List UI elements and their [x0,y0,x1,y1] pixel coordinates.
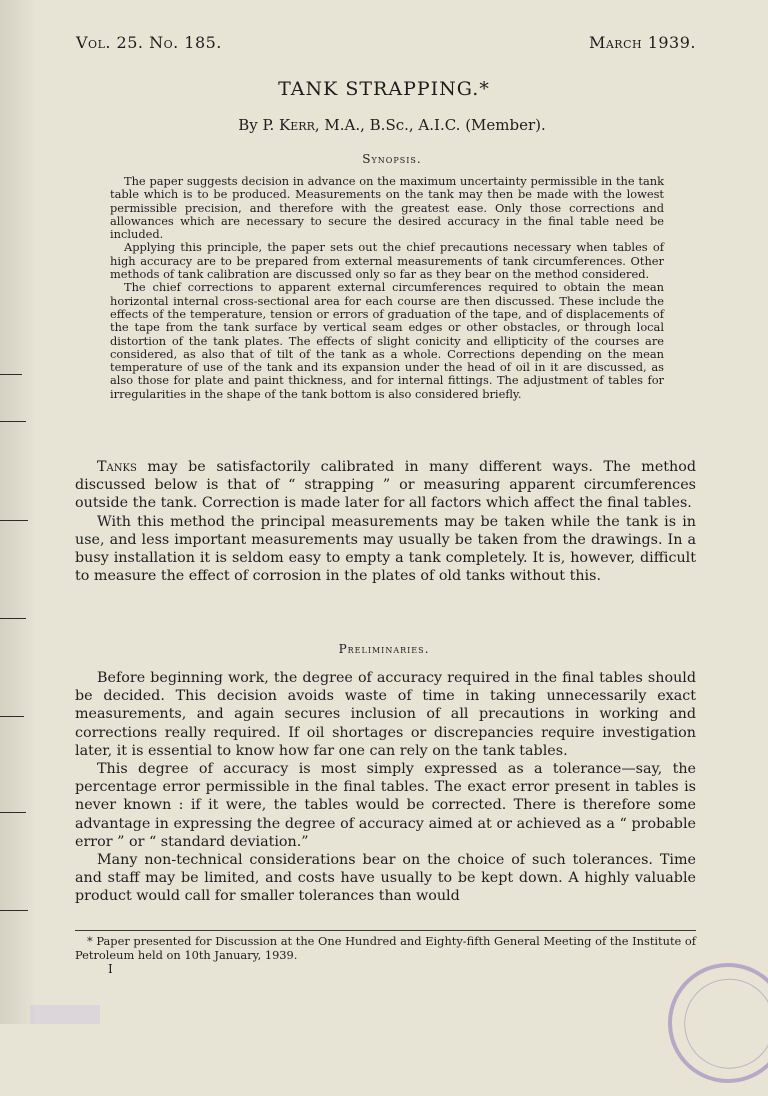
synopsis-paragraph: The chief corrections to apparent external circumferences required to obtain the mean horizontal internal cross-sectional area for each course are then discussed. These include the effects of the temperature, tension or errors of graduation of the tape, and of displacements of the tape from the tank surface by vertical seam edges or other obstacles, or through local distortion of the tank plates. The effects of slight conicity and ellipticity of the courses are considered, as also that of tilt of the tank as a whole. Corrections depending on the mean temperature of use of the tank and its expansion under the head of oil in it are discussed, as also those for plate and paint thickness, and for internal fittings. The adjustment of tables for irregularities in the shape of the tank bottom is also considered briefly. [110,280,664,401]
library-stamp [655,950,768,1095]
scan-smudge [30,1005,100,1024]
intro-paragraph-text: may be satisfactorily calibrated in many different ways. The method discussed below is that of “ strapping ” or measuring apparent circumferences outside the tank. Correction is made later for all factors which affect the final tables. [75,459,696,512]
body-paragraph: Before beginning work, the degree of accuracy required in the final tables should be decided. This decision avoids waste of time in taking unnecessarily exact measurements, and again secures inclusion of all precautions in working and corrections really required. If oil shortages or discrepancies require investigation later, it is essential to know how far one can rely on the tank tables. [75,670,696,759]
volume-number: Vol. 25. No. 185. [76,33,222,52]
author-name: Kerr [279,116,315,134]
intro-paragraph: With this method the principal measurements may be taken while the tank is in use, and less important measurements may usually be taken from the drawings. In a busy installation it is seldom easy to empty a tank completely. It is, however, difficult to measure the effect of corrosion in the plates of old tanks without this. [75,513,696,585]
synopsis-paragraph: Applying this principle, the paper sets out the chief precautions necessary when tables of high accuracy are to be prepared from external measurements of tank circumferences. Other methods of tank calibration are discussed only so far as they bear on the method considered. [110,240,664,282]
running-head [76,33,696,52]
footnote [75,935,696,962]
synopsis-paragraph: The paper suggests decision in advance on the maximum uncertainty permissible in the tank table which is to be produced. Measurements on the tank may then be made with the lowest permissible precision, and therefore with the greatest ease. Only those corrections and allowances which are necessary to secure the desired accuracy in the final table need be included. [110,174,664,242]
footnote-rule [75,930,696,931]
synopsis-heading: Synopsis. [362,152,422,166]
page-number: I [108,962,113,976]
body-paragraph: This degree of accuracy is most simply expressed as a tolerance—say, the percentage error permissible in the final tables. The exact error present in tables is never known : if it were, the tables would be corrected. There is therefore some advantage in expressing the degree of accuracy aimed at or achieved as a “ probable error ” or “ standard deviation.” [75,761,696,850]
body-paragraph: Many non-technical considerations bear on the choice of such tolerances. Time and staff may be limited, and costs have usually to be kept down. A highly valuable product would call for smaller tolerances than would [75,852,696,905]
preliminaries-section [75,669,696,906]
author-credentials: , M.A., B.Sc., A.I.C. (Member). [314,116,546,134]
lead-word: Tanks [97,459,137,475]
article-title: TANK STRAPPING.* [278,78,490,100]
intro-paragraph [75,458,696,513]
issue-date: March 1939. [588,33,696,52]
byline [0,116,768,134]
footnote-text: * Paper presented for Discussion at the One Hundred and Eighty-fifth General Meeting of the Institute of Petroleum held on 10th January, 1939. [75,934,696,962]
intro-section [75,458,696,585]
section-heading-preliminaries: Preliminaries. [338,642,430,656]
synopsis [110,175,664,401]
byline-by: By P. [238,116,280,134]
